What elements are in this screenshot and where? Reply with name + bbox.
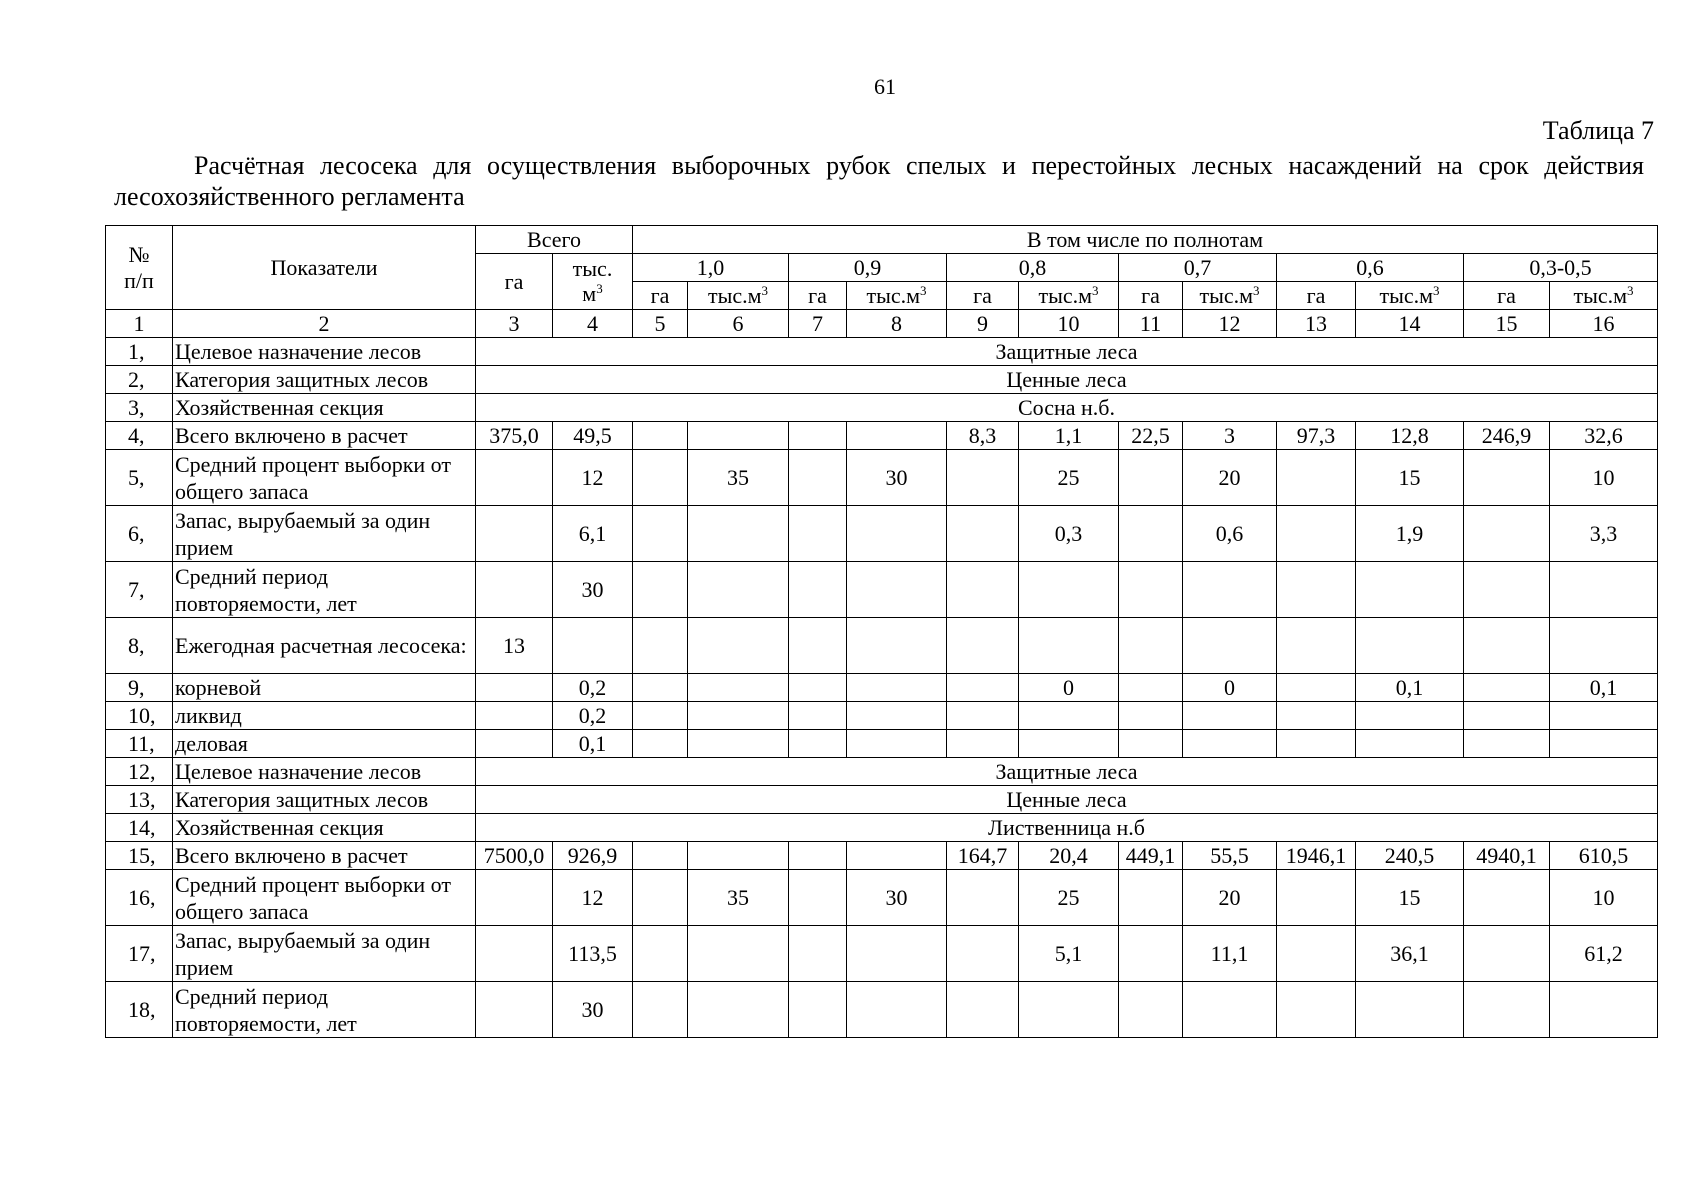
column-number: 5 bbox=[633, 310, 688, 338]
table-cell bbox=[1183, 730, 1277, 758]
table-row bbox=[106, 730, 1658, 758]
table-cell bbox=[688, 422, 789, 450]
table-cell: 55,5 bbox=[1183, 842, 1277, 870]
table-cell: 610,5 bbox=[1550, 842, 1658, 870]
row-label: ликвид bbox=[173, 702, 476, 730]
table-cell bbox=[1464, 674, 1550, 702]
table-cell: 20,4 bbox=[1019, 842, 1119, 870]
row-label: Средний период повторяемости, лет bbox=[173, 562, 476, 618]
table-cell: 1,9 bbox=[1356, 506, 1464, 562]
table-cell bbox=[789, 506, 847, 562]
table-cell bbox=[633, 870, 688, 926]
table-cell bbox=[947, 674, 1019, 702]
table-cell: 61,2 bbox=[1550, 926, 1658, 982]
table-cell bbox=[1550, 982, 1658, 1038]
table-cell bbox=[947, 730, 1019, 758]
table-cell bbox=[1019, 562, 1119, 618]
row-label: Средний процент выборки от общего запаса bbox=[173, 450, 476, 506]
header-including: В том числе по полнотам bbox=[633, 226, 1658, 254]
table-cell bbox=[1464, 982, 1550, 1038]
header-no: № п/п bbox=[106, 226, 173, 310]
row-label: Средний период повторяемости, лет bbox=[173, 982, 476, 1038]
table-cell bbox=[789, 422, 847, 450]
table-cell: 240,5 bbox=[1356, 842, 1464, 870]
table-cell: 12,8 bbox=[1356, 422, 1464, 450]
table-cell bbox=[1356, 730, 1464, 758]
table-row bbox=[106, 366, 1658, 394]
table-cell bbox=[1019, 730, 1119, 758]
table-cell: 30 bbox=[847, 450, 947, 506]
table-cell bbox=[476, 926, 553, 982]
table-cell bbox=[789, 450, 847, 506]
row-label: Всего включено в расчет bbox=[173, 422, 476, 450]
table-cell: 0,3 bbox=[1019, 506, 1119, 562]
table-cell bbox=[1277, 618, 1356, 674]
unit-ha: га bbox=[1277, 282, 1356, 310]
row-label: Всего включено в расчет bbox=[173, 842, 476, 870]
row-label: Хозяйственная секция bbox=[173, 394, 476, 422]
row-label: корневой bbox=[173, 674, 476, 702]
table-cell: 7500,0 bbox=[476, 842, 553, 870]
table-cell: 113,5 bbox=[553, 926, 633, 982]
row-label: Категория защитных лесов bbox=[173, 366, 476, 394]
table-cell bbox=[1550, 562, 1658, 618]
row-number: 3, bbox=[106, 394, 173, 422]
table-cell bbox=[1119, 506, 1183, 562]
table-cell: 449,1 bbox=[1119, 842, 1183, 870]
column-numbers-row bbox=[106, 310, 1658, 338]
row-number: 1, bbox=[106, 338, 173, 366]
table-cell bbox=[633, 982, 688, 1038]
table-row bbox=[106, 982, 1658, 1038]
row-number: 17, bbox=[106, 926, 173, 982]
density-header: 0,6 bbox=[1277, 254, 1464, 282]
table-cell: 0,2 bbox=[553, 702, 633, 730]
table-cell bbox=[633, 926, 688, 982]
table-cell bbox=[789, 562, 847, 618]
table-cell bbox=[688, 674, 789, 702]
table-cell bbox=[1019, 982, 1119, 1038]
row-label: Хозяйственная секция bbox=[173, 814, 476, 842]
table-cell bbox=[1183, 702, 1277, 730]
table-cell bbox=[688, 562, 789, 618]
table-cell bbox=[847, 506, 947, 562]
table-cell bbox=[1464, 870, 1550, 926]
table-cell: 926,9 bbox=[553, 842, 633, 870]
table-cell bbox=[1019, 618, 1119, 674]
table-cell: 3 bbox=[1183, 422, 1277, 450]
row-label: Запас, вырубаемый за один прием bbox=[173, 506, 476, 562]
header-total: Всего bbox=[476, 226, 633, 254]
table-cell bbox=[1277, 562, 1356, 618]
table-row bbox=[106, 702, 1658, 730]
table-cell bbox=[1119, 450, 1183, 506]
table-cell bbox=[688, 842, 789, 870]
table-cell: 12 bbox=[553, 450, 633, 506]
row-number: 12, bbox=[106, 758, 173, 786]
table-row bbox=[106, 394, 1658, 422]
table-cell: 10 bbox=[1550, 870, 1658, 926]
table-label: Таблица 7 bbox=[1542, 116, 1654, 145]
table-cell: 30 bbox=[553, 562, 633, 618]
table-cell bbox=[1119, 870, 1183, 926]
header-indicators: Показатели bbox=[173, 226, 476, 310]
table-cell bbox=[553, 618, 633, 674]
header-total-ha: га bbox=[476, 254, 553, 310]
table-cell: 5,1 bbox=[1019, 926, 1119, 982]
table-cell: 0,6 bbox=[1183, 506, 1277, 562]
row-number: 9, bbox=[106, 674, 173, 702]
row-number: 6, bbox=[106, 506, 173, 562]
table-cell bbox=[1119, 618, 1183, 674]
row-number: 5, bbox=[106, 450, 173, 506]
table-cell bbox=[633, 450, 688, 506]
document-title: Расчётная лесосека для осуществления выборочных рубок спелых и перестойных лесных насаждений на срок действия лесохозяйственного регламента bbox=[114, 151, 1644, 211]
table-cell: 0 bbox=[1019, 674, 1119, 702]
table-cell: 35 bbox=[688, 870, 789, 926]
table-cell bbox=[1277, 450, 1356, 506]
table-cell bbox=[947, 618, 1019, 674]
row-label: Целевое назначение лесов bbox=[173, 338, 476, 366]
table-cell bbox=[789, 926, 847, 982]
table-cell bbox=[1550, 702, 1658, 730]
header-row-1 bbox=[106, 226, 1658, 254]
table-cell bbox=[789, 702, 847, 730]
row-number: 16, bbox=[106, 870, 173, 926]
table-cell bbox=[847, 562, 947, 618]
table-cell bbox=[1119, 562, 1183, 618]
table-cell bbox=[1464, 618, 1550, 674]
allowable-cut-table bbox=[105, 225, 1658, 1038]
table-cell bbox=[947, 450, 1019, 506]
table-cell: 15 bbox=[1356, 450, 1464, 506]
table-cell bbox=[1119, 926, 1183, 982]
row-number: 15, bbox=[106, 842, 173, 870]
table-cell bbox=[947, 702, 1019, 730]
table-cell: 36,1 bbox=[1356, 926, 1464, 982]
table-cell bbox=[947, 926, 1019, 982]
column-number: 13 bbox=[1277, 310, 1356, 338]
table-cell bbox=[1356, 562, 1464, 618]
table-cell: 3,3 bbox=[1550, 506, 1658, 562]
row-number: 13, bbox=[106, 786, 173, 814]
merged-value: Ценные леса bbox=[476, 366, 1658, 394]
row-number: 8, bbox=[106, 618, 173, 674]
table-cell bbox=[1356, 982, 1464, 1038]
table-cell: 10 bbox=[1550, 450, 1658, 506]
table-cell bbox=[789, 674, 847, 702]
table-cell bbox=[633, 730, 688, 758]
table-cell bbox=[633, 618, 688, 674]
row-number: 7, bbox=[106, 562, 173, 618]
table-cell bbox=[1183, 618, 1277, 674]
table-cell: 0,2 bbox=[553, 674, 633, 702]
table-cell: 13 bbox=[476, 618, 553, 674]
table-cell bbox=[1277, 506, 1356, 562]
table-row bbox=[106, 842, 1658, 870]
merged-value: Защитные леса bbox=[476, 338, 1658, 366]
table-cell bbox=[1019, 702, 1119, 730]
row-number: 18, bbox=[106, 982, 173, 1038]
table-cell bbox=[789, 842, 847, 870]
row-label: деловая bbox=[173, 730, 476, 758]
table-cell: 375,0 bbox=[476, 422, 553, 450]
table-cell bbox=[847, 674, 947, 702]
table-cell bbox=[847, 422, 947, 450]
table-cell: 20 bbox=[1183, 450, 1277, 506]
table-cell: 15 bbox=[1356, 870, 1464, 926]
table-cell: 164,7 bbox=[947, 842, 1019, 870]
table-row bbox=[106, 422, 1658, 450]
table-row bbox=[106, 814, 1658, 842]
unit-ha: га bbox=[947, 282, 1019, 310]
table-cell: 97,3 bbox=[1277, 422, 1356, 450]
table-cell: 0 bbox=[1183, 674, 1277, 702]
table-cell: 0,1 bbox=[553, 730, 633, 758]
table-cell bbox=[789, 870, 847, 926]
table-row bbox=[106, 674, 1658, 702]
table-cell bbox=[476, 506, 553, 562]
row-label: Целевое назначение лесов bbox=[173, 758, 476, 786]
column-number: 1 bbox=[106, 310, 173, 338]
table-cell bbox=[476, 562, 553, 618]
table-cell bbox=[476, 702, 553, 730]
table-cell bbox=[1119, 982, 1183, 1038]
column-number: 16 bbox=[1550, 310, 1658, 338]
table-cell bbox=[688, 982, 789, 1038]
merged-value: Защитные леса bbox=[476, 758, 1658, 786]
unit-ha: га bbox=[789, 282, 847, 310]
table-cell bbox=[1464, 562, 1550, 618]
unit-volume: $тыс.м^3$ bbox=[1019, 282, 1119, 310]
table-cell: 1,1 bbox=[1019, 422, 1119, 450]
row-label: Запас, вырубаемый за один прием bbox=[173, 926, 476, 982]
table-cell bbox=[476, 982, 553, 1038]
table-cell bbox=[847, 926, 947, 982]
row-label: Категория защитных лесов bbox=[173, 786, 476, 814]
table-cell bbox=[1356, 702, 1464, 730]
table-cell bbox=[1119, 730, 1183, 758]
table-cell bbox=[633, 506, 688, 562]
density-header: 0,7 bbox=[1119, 254, 1277, 282]
column-number: 8 bbox=[847, 310, 947, 338]
row-label: Средний процент выборки от общего запаса bbox=[173, 870, 476, 926]
merged-value: Сосна н.б. bbox=[476, 394, 1658, 422]
table-cell bbox=[789, 730, 847, 758]
column-number: 11 bbox=[1119, 310, 1183, 338]
unit-volume: $тыс.м^3$ bbox=[1183, 282, 1277, 310]
column-number: 9 bbox=[947, 310, 1019, 338]
table-cell: 4940,1 bbox=[1464, 842, 1550, 870]
table-cell: 12 bbox=[553, 870, 633, 926]
density-header: 0,3-0,5 bbox=[1464, 254, 1658, 282]
density-header: 0,8 bbox=[947, 254, 1119, 282]
table-cell bbox=[1464, 702, 1550, 730]
table-cell bbox=[847, 730, 947, 758]
column-number: 10 bbox=[1019, 310, 1119, 338]
table-cell bbox=[476, 674, 553, 702]
table-cell bbox=[1183, 562, 1277, 618]
table-cell: 20 bbox=[1183, 870, 1277, 926]
table-cell: 30 bbox=[553, 982, 633, 1038]
table-row bbox=[106, 618, 1658, 674]
density-header: 0,9 bbox=[789, 254, 947, 282]
table-cell bbox=[688, 730, 789, 758]
column-number: 3 bbox=[476, 310, 553, 338]
table-cell: 1946,1 bbox=[1277, 842, 1356, 870]
table-cell bbox=[1550, 618, 1658, 674]
table-cell: 6,1 bbox=[553, 506, 633, 562]
unit-ha: га bbox=[633, 282, 688, 310]
table-cell bbox=[1277, 674, 1356, 702]
table-cell bbox=[1464, 506, 1550, 562]
table-row bbox=[106, 758, 1658, 786]
table-cell bbox=[847, 842, 947, 870]
merged-value: Лиственница н.б bbox=[476, 814, 1658, 842]
table-cell: 0,1 bbox=[1550, 674, 1658, 702]
table-cell bbox=[847, 982, 947, 1038]
table-row bbox=[106, 786, 1658, 814]
column-number: 14 bbox=[1356, 310, 1464, 338]
column-number: 7 bbox=[789, 310, 847, 338]
table-cell bbox=[476, 450, 553, 506]
table-cell bbox=[1183, 982, 1277, 1038]
table-cell bbox=[1277, 926, 1356, 982]
table-cell bbox=[1277, 870, 1356, 926]
table-cell: 0,1 bbox=[1356, 674, 1464, 702]
table-cell bbox=[1464, 730, 1550, 758]
column-number: 12 bbox=[1183, 310, 1277, 338]
table-cell bbox=[1356, 618, 1464, 674]
row-number: 4, bbox=[106, 422, 173, 450]
row-number: 14, bbox=[106, 814, 173, 842]
table-cell bbox=[1119, 702, 1183, 730]
table-cell bbox=[1277, 702, 1356, 730]
table-cell: 35 bbox=[688, 450, 789, 506]
row-number: 2, bbox=[106, 366, 173, 394]
table-cell: 25 bbox=[1019, 450, 1119, 506]
row-number: 11, bbox=[106, 730, 173, 758]
unit-ha: га bbox=[1119, 282, 1183, 310]
table-cell: 25 bbox=[1019, 870, 1119, 926]
table-cell bbox=[1464, 926, 1550, 982]
table-cell bbox=[1464, 450, 1550, 506]
unit-volume: $тыс.м^3$ bbox=[847, 282, 947, 310]
unit-ha: га bbox=[1464, 282, 1550, 310]
table-cell bbox=[1550, 730, 1658, 758]
table-cell bbox=[688, 506, 789, 562]
table-cell bbox=[1119, 674, 1183, 702]
table-cell bbox=[688, 702, 789, 730]
table-cell bbox=[1277, 730, 1356, 758]
unit-volume: $тыс.м^3$ bbox=[688, 282, 789, 310]
column-number: 4 bbox=[553, 310, 633, 338]
table-cell bbox=[633, 702, 688, 730]
unit-volume: $тыс.м^3$ bbox=[1356, 282, 1464, 310]
table-cell bbox=[633, 422, 688, 450]
table-cell: 30 bbox=[847, 870, 947, 926]
table-body bbox=[106, 338, 1658, 1038]
table-cell bbox=[847, 702, 947, 730]
table-cell: 246,9 bbox=[1464, 422, 1550, 450]
table-cell bbox=[947, 506, 1019, 562]
table-cell bbox=[633, 842, 688, 870]
table-cell bbox=[947, 982, 1019, 1038]
column-number: 2 bbox=[173, 310, 476, 338]
table-row bbox=[106, 506, 1658, 562]
column-number: 15 bbox=[1464, 310, 1550, 338]
table-cell bbox=[789, 618, 847, 674]
unit-volume: $тыс.м^3$ bbox=[1550, 282, 1658, 310]
table-row bbox=[106, 926, 1658, 982]
table-cell bbox=[476, 730, 553, 758]
table-cell bbox=[1277, 982, 1356, 1038]
density-header: 1,0 bbox=[633, 254, 789, 282]
page-number: 61 bbox=[874, 74, 896, 99]
table-cell bbox=[688, 926, 789, 982]
table-cell bbox=[947, 562, 1019, 618]
table-cell: 22,5 bbox=[1119, 422, 1183, 450]
table-row bbox=[106, 562, 1658, 618]
table-cell: 49,5 bbox=[553, 422, 633, 450]
table-cell bbox=[633, 674, 688, 702]
table-cell bbox=[947, 870, 1019, 926]
table-cell bbox=[633, 562, 688, 618]
table-cell bbox=[789, 982, 847, 1038]
table-cell: 8,3 bbox=[947, 422, 1019, 450]
table-cell bbox=[847, 618, 947, 674]
table-row bbox=[106, 870, 1658, 926]
row-label: Ежегодная расчетная лесосека: bbox=[173, 618, 476, 674]
row-number: 10, bbox=[106, 702, 173, 730]
table-cell bbox=[476, 870, 553, 926]
table-cell: 11,1 bbox=[1183, 926, 1277, 982]
table-cell bbox=[688, 618, 789, 674]
column-number: 6 bbox=[688, 310, 789, 338]
table-cell: 32,6 bbox=[1550, 422, 1658, 450]
table-row bbox=[106, 338, 1658, 366]
header-total-volume: тыс. $м^3$ bbox=[553, 254, 633, 310]
merged-value: Ценные леса bbox=[476, 786, 1658, 814]
table-row bbox=[106, 450, 1658, 506]
